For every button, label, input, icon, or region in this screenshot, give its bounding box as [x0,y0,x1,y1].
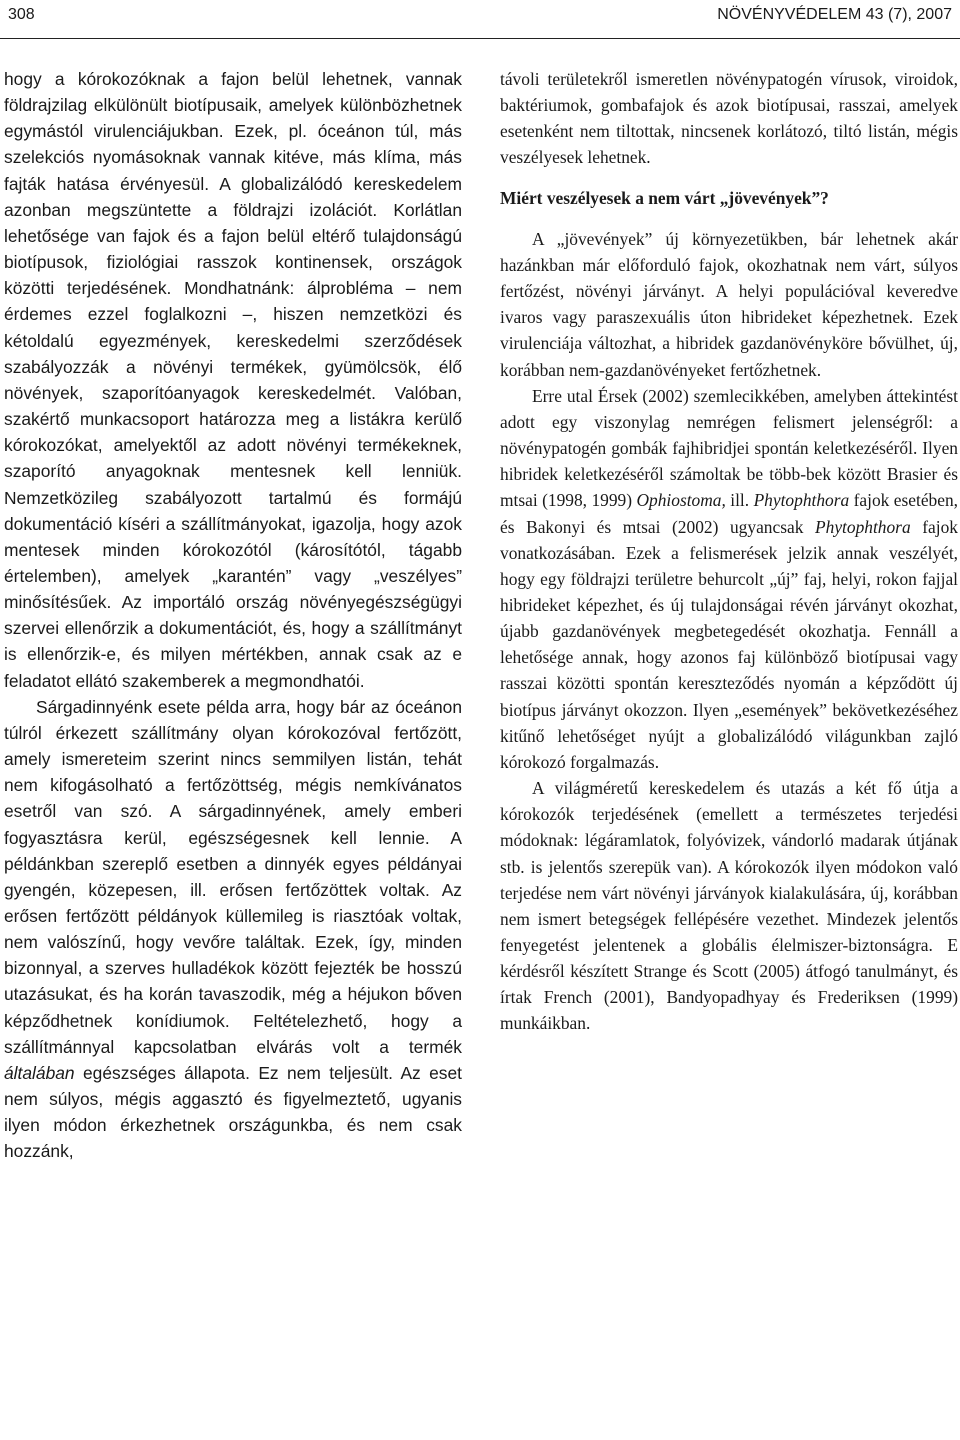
taxon-name: Phytophthora [753,490,850,511]
left-paragraph-2 [4,694,462,1165]
text-run: fajok vonatkozásában. Ezek a felismerések jelzik annak veszélyét, hogy egy földrajzi területre behurcolt „új” faj, helyi, rokon fajjal hibrideket képezhet, és új tulajdonságai révén járványt okozhat, újabb gazdanövények megbetegedését okozhatja. Fennáll a lehetősége annak, hogy azonos faj különböző biotípusai vagy rasszai közötti spontán kereszteződés nyomán a képződött új biotípus járványt okozzon. Ilyen „események” bekövetkezéséhez kitűnő lehetőséget nyújt a globalizálódó világunkban zajló kórokozó forgalmazás. [500,516,958,772]
right-paragraph-3 [500,383,958,775]
text-run: egészséges állapota. Ez nem teljesült. Az eset nem súlyos, mégis aggasztó és figyelmeztető, ugyanis ilyen módon érkezhetnek országunkba, és nem csak hozzánk, [4,1062,462,1162]
running-header [8,6,952,26]
right-paragraph-1: távoli területekről ismeretlen növénypatogén vírusok, viroidok, baktériumok, gombafajok és azok biotípusai, rasszai, amelyek esetenként nem tiltottak, nincsenek korlátozó, tiltó listán, mégis veszélyesek lehetnek. [500,69,958,168]
text-run: Erre utal Érsek (2002) szemlecikkében, amelyben áttekintést adott egy viszonylag nemrégen felismert jelenségről: a növénypatogén gombák fajhibridjei spontán keletkezéséről. Ilyen hibridek keletkezéséről számoltak be több-bek között Brasier és mtsai (1998, 1999) [500,385,958,511]
taxon-name: Ophiostoma, [636,490,726,511]
right-paragraph-2: A „jövevények” új környezetükben, bár lehetnek akár hazánkban már előforduló fajok, okozhatnak nem várt, súlyos fertőzést, növényi járványt. A helyi populációval keveredve ivaros vagy paraszexuális úton hibrideket képezhetnek. Ezek virulenciája változhat, a hibridek gazdanövényköre bővülhet, új, korábban nem-gazdanövényeket fertőzhetnek. [500,228,958,380]
left-column [4,66,462,1165]
page-number: 308 [8,6,35,23]
header-rule [0,38,960,39]
text-run: Sárgadinnyénk esete példa arra, hogy bár az óceánon túlról érkezett szállítmány olyan kórokozóval fertőzött, amely ismereteim szerint nincs semmilyen listán, tehát nem kifogásolható a fertőzöttség, mégis nemkívánatos esetről van szó. A sárgadinnyének, amely emberi fogyasztásra kerül, egészségesnek kell lennie. A példánkban szereplő esetben a dinnyék egyes példányai gyengén, közepesen, ill. erősen fertőzöttek voltak. Az erősen fertőzött példányok küllemileg is riasztóak voltak, nem valószínű, hogy vevőre találtak. Ezek, így, minden bizonnyal, a szerves hulladékok között fejezték be hosszú utazásukat, és ha korán tavaszodik, még a héjukon bőven képződhetnek konídiumok. Feltételezhető, hogy a szállítmánnyal kapcsolatban elvárás volt a termék [4,696,462,1057]
text-run: fajok esetében, és Bakonyi és mtsai (2002) ugyancsak [500,490,959,537]
right-paragraph-4: A világméretű kereskedelem és utazás a két fő útja a kórokozók terjedésének (emellett a természetes terjedési módoknak: légáramlatok, folyóvizek, vándorló madarak útjának stb. is jelentős szerepük van). A kórokozók ilyen módokon való terjedése nem várt növényi járványok kialakulására, új, korábban nem ismert betegségek fellépésére vezethet. Mindezek jelentős fenyegetést jelentenek a globális élelmiszer-biztonságra. E kérdésről készített Strange és Scott (2005) átfogó tanulmányt, és írtak French (2001), Bandyopadhyay és Frederiksen (1999) munkáikban. [500,778,958,1034]
journal-citation: NÖVÉNYVÉDELEM 43 (7), 2007 [717,6,952,23]
left-paragraph-1: hogy a kórokozóknak a fajon belül lehetnek, vannak földrajzilag elkülönült biotípusaik, amelyek különbözhetnek egymástól virulenciájukban. Ezek, pl. óceánon túl, más szelekciós nyomásoknak vannak kitéve, más klíma, más fajták hatása érvényesül. A globalizálódó kereskedelem azonban megszüntette a földrajzi izolációt. Korlátlan lehetősége van fajok és a fajon belül eltérő tulajdonságú biotípusok, fiziológiai rasszok kontinensek, országok közötti terjedésének. Mondhatnánk: álprobléma – nem érdemes ezzel foglalkozni –, hiszen nemzetközi és kétoldalú egyezmények, kereskedelmi szerződések szabályozzák a növényi termékek, gyümölcsök, élő növények, szaporítóanyagok kereskedelmét. Valóban, szakértő munkacsoport határozza meg a listákra kerülő kórokozókat, amelyektől az adott növényi termékeknek, szaporító anyagoknak mentesnek kell lenniük. Nemzetközileg szabályozott tartalmú és formájú dokumentáció kíséri a szállítmányokat, igazolja, hogy azok mentesek minden kórokozótól (károsítótól, tágabb értelemben), amelyek „karantén” vagy „veszélyes” minősítésűek. Az importáló ország növényegészségügyi szervei ellenőrzik a dokumentációt, és, hogy a szállítmányt is ellenőrzik-e, és milyen mértékben, annak csak az e feladatot ellátó szakemberek a megmondhatói. [4,69,462,691]
taxon-name: Phytophthora [815,516,911,537]
text-run: ill. [725,490,754,511]
section-heading: Miért veszélyesek a nem várt „jövevények”? [500,187,829,208]
right-column [500,66,958,1037]
emphasis: általában [4,1062,75,1083]
